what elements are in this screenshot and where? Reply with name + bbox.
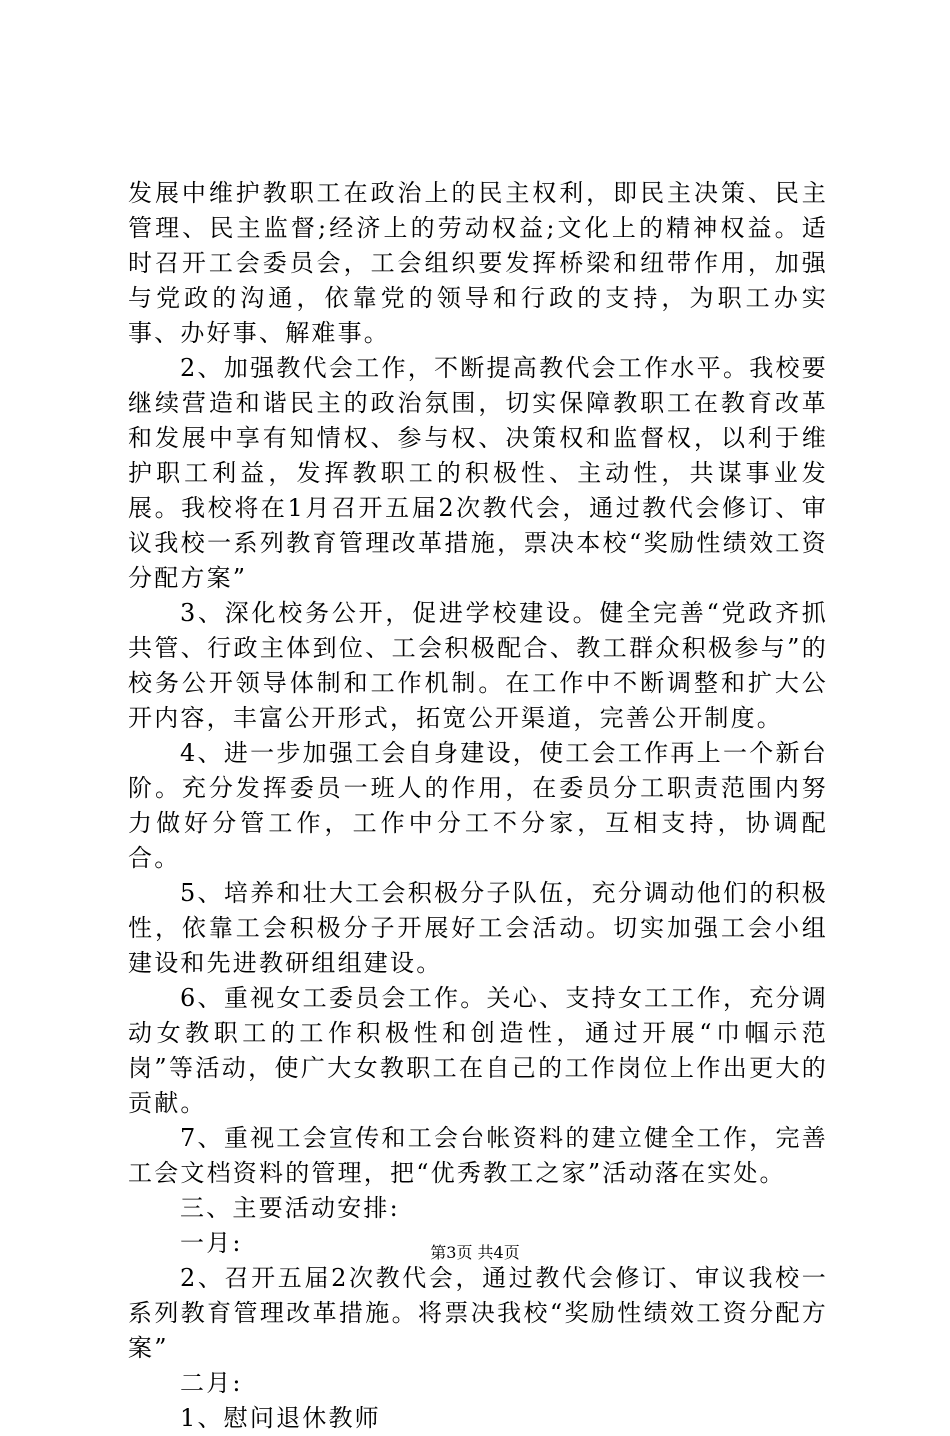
paragraph-item-6: 6、重视女工委员会工作。关心、支持女工工作，充分调动女教职工的工作积极性和创造性，通过开展“巾帼示范岗”等活动，使广大女教职工在自己的工作岗位上作出更大的贡献。 <box>128 984 828 1117</box>
paragraph-item-5: 5、培养和壮大工会积极分子队伍，充分调动他们的积极性，依靠工会积极分子开展好工会活动。切实加强工会小组建设和先进教研组组建设。 <box>128 879 828 977</box>
paragraph-continuation: 发展中维护教职工在政治上的民主权利，即民主决策、民主管理、民主监督;经济上的劳动权益;文化上的精神权益。适时召开工会委员会，工会组织要发挥桥梁和纽带作用，加强与党政的沟通，依靠党的领导和行政的支持，为职工办实事、办好事、解难事。 <box>128 179 828 347</box>
paragraph-item-2: 2、加强教代会工作，不断提高教代会工作水平。我校要继续营造和谐民主的政治氛围，切实保障教职工在教育改革和发展中享有知情权、参与权、决策权和监督权，以利于维护职工利益，发挥教职工的积极性、主动性，共谋事业发展。我校将在1月召开五届2次教代会，通过教代会修订、审议我校一系列教育管理改革措施，票决本校“奖励性绩效工资分配方案” <box>128 354 828 592</box>
activity-january-item: 2、召开五届2次教代会，通过教代会修订、审议我校一系列教育管理改革措施。将票决我校“奖励性绩效工资分配方案” <box>128 1264 828 1362</box>
section-heading-activities: 三、主要活动安排: <box>180 1194 400 1222</box>
month-heading-february: 二月: <box>180 1369 243 1397</box>
paragraph-item-7: 7、重视工会宣传和工会台帐资料的建立健全工作，完善工会文档资料的管理，把“优秀教工之家”活动落在实处。 <box>128 1124 828 1187</box>
paragraph-item-4: 4、进一步加强工会自身建设，使工会工作再上一个新台阶。充分发挥委员一班人的作用，在委员分工职责范围内努力做好分管工作，工作中分工不分家，互相支持，协调配合。 <box>128 739 828 872</box>
activity-february-item: 1、慰问退休教师 <box>180 1404 381 1432</box>
month-heading-january: 一月: <box>180 1229 243 1257</box>
page-footer: 第3页 共4页 <box>430 1243 520 1262</box>
paragraph-item-3: 3、深化校务公开，促进学校建设。健全完善“党政齐抓共管、行政主体到位、工会积极配合、教工群众积极参与”的校务公开领导体制和工作机制。在工作中不断调整和扩大公开内容，丰富公开形式，拓宽公开渠道，完善公开制度。 <box>128 599 828 732</box>
